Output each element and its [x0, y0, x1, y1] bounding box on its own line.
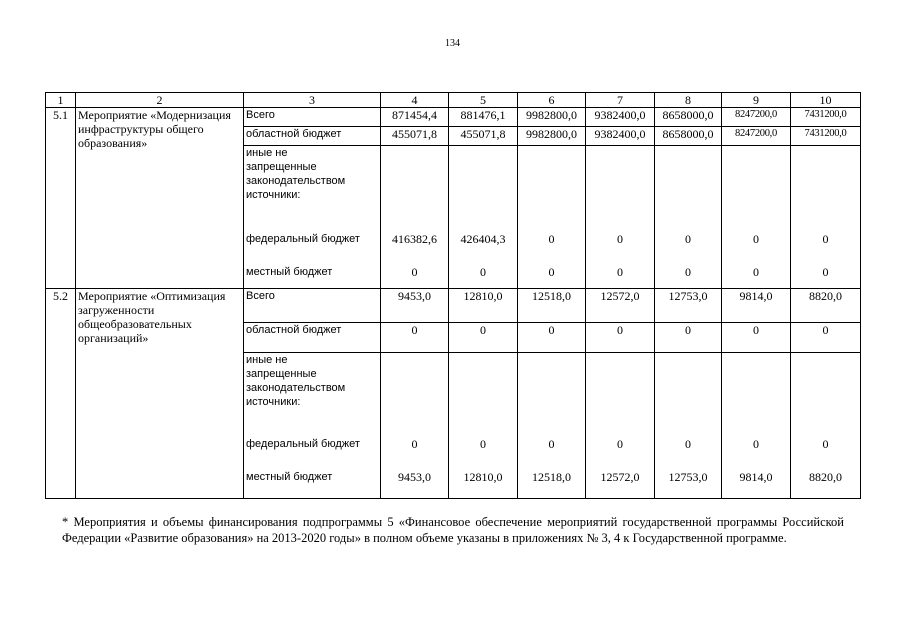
- value-cell: 0: [449, 323, 518, 353]
- value-cell: 416382,6: [392, 232, 437, 246]
- value-cell: 9814,0: [722, 289, 791, 323]
- value-cell: 0: [518, 323, 586, 353]
- value-cell: 0: [381, 323, 449, 353]
- column-number: 4: [381, 93, 449, 108]
- table-row: [46, 108, 861, 127]
- value-cell: 0: [586, 323, 655, 353]
- value-cell: 9382400,0: [586, 127, 655, 146]
- value-cell: 0: [617, 437, 623, 451]
- value-cell: 8658000,0: [655, 108, 722, 127]
- column-number: 6: [518, 93, 586, 108]
- value-cell: 0: [822, 265, 829, 279]
- other-sources-label: иные не запрещенные законодательством источники:: [246, 354, 346, 408]
- value-cell: 0: [548, 265, 555, 279]
- value-cell: 8658000,0: [655, 127, 722, 146]
- other-sources-cell: [244, 353, 381, 499]
- funding-table: [45, 92, 861, 499]
- value-cell: 12572,0: [586, 289, 655, 323]
- column-number-row: [46, 93, 861, 108]
- value-cell: 871454,4: [381, 108, 449, 127]
- value-cell: 0: [822, 437, 829, 451]
- value-cell: 12810,0: [449, 289, 518, 323]
- column-number: 9: [722, 93, 791, 108]
- other-sources-cell: [244, 146, 381, 289]
- value-cell: 9982800,0: [518, 127, 586, 146]
- federal-budget-label: федеральный бюджет: [246, 233, 360, 245]
- source-label: Всего: [244, 108, 381, 127]
- value-cell: 0: [685, 232, 691, 246]
- value-cell: 9453,0: [381, 289, 449, 323]
- value-cell: 12518,0: [532, 470, 571, 484]
- column-number: 3: [244, 93, 381, 108]
- column-number: 8: [655, 93, 722, 108]
- value-cell: 455071,8: [449, 127, 518, 146]
- value-cell: 455071,8: [381, 127, 449, 146]
- other-sources-label: иные не запрещенные законодательством источники:: [246, 147, 346, 201]
- column-number: 5: [449, 93, 518, 108]
- value-cell: 0: [411, 265, 418, 279]
- source-label: областной бюджет: [244, 323, 381, 353]
- page-number: 134: [445, 38, 460, 49]
- value-cell: 12518,0: [518, 289, 586, 323]
- value-cell: 12810,0: [463, 470, 503, 484]
- value-cell: 0: [685, 265, 691, 279]
- value-cell: 426404,3: [460, 232, 506, 246]
- value-cell: 0: [791, 323, 861, 353]
- value-cell: 0: [548, 437, 555, 451]
- value-cell: 0: [617, 232, 623, 246]
- value-cell: 0: [822, 232, 829, 246]
- value-cell: 12753,0: [655, 289, 722, 323]
- column-number: 2: [76, 93, 244, 108]
- value-cell: 881476,1: [449, 108, 518, 127]
- table-row: [46, 289, 861, 323]
- value-cell: 0: [685, 437, 691, 451]
- value-cell: 7431200,0: [791, 127, 861, 146]
- activity-number: 5.2: [46, 289, 76, 499]
- value-cell: 0: [655, 323, 722, 353]
- activity-number: 5.1: [46, 108, 76, 289]
- value-cell: 0: [617, 265, 623, 279]
- value-cell: 9814,0: [739, 470, 773, 484]
- value-cell: 0: [411, 437, 418, 451]
- value-cell: 9982800,0: [518, 108, 586, 127]
- value-cell: 0: [722, 323, 791, 353]
- value-cell: 8820,0: [791, 289, 861, 323]
- value-cell: 0: [480, 437, 486, 451]
- value-cell: 9382400,0: [586, 108, 655, 127]
- value-cell: 0: [548, 232, 555, 246]
- value-cell: 8247200,0: [722, 108, 791, 127]
- footnote: * Мероприятия и объемы финансирования подпрограммы 5 «Финансовое обеспечение мероприятий государственной программы Российской Федерации «Развитие образования» на 2013-2020 годы» в полном объеме указаны в приложениях № 3, 4 к Государственной программе.: [62, 515, 844, 545]
- value-cell: 0: [753, 437, 759, 451]
- value-cell: 7431200,0: [791, 108, 861, 127]
- column-number: 10: [791, 93, 861, 108]
- source-label: Всего: [244, 289, 381, 323]
- column-number: 7: [586, 93, 655, 108]
- value-cell: 0: [480, 265, 486, 279]
- local-budget-label: местный бюджет: [246, 266, 333, 278]
- activity-name: Мероприятие «Оптимизация загруженности общеобразовательных организаций»: [76, 289, 244, 499]
- local-budget-label: местный бюджет: [246, 471, 333, 483]
- activity-name: Мероприятие «Модернизация инфраструктуры общего образования»: [76, 108, 244, 289]
- value-cell: 8247200,0: [722, 127, 791, 146]
- federal-budget-label: федеральный бюджет: [246, 438, 360, 450]
- value-cell: 12572,0: [600, 470, 640, 484]
- value-cell: 0: [753, 232, 759, 246]
- value-cell: 12753,0: [668, 470, 708, 484]
- source-label: областной бюджет: [244, 127, 381, 146]
- value-cell: 8820,0: [809, 470, 842, 484]
- column-number: 1: [46, 93, 76, 108]
- value-cell: 9453,0: [398, 470, 431, 484]
- value-cell: 0: [753, 265, 759, 279]
